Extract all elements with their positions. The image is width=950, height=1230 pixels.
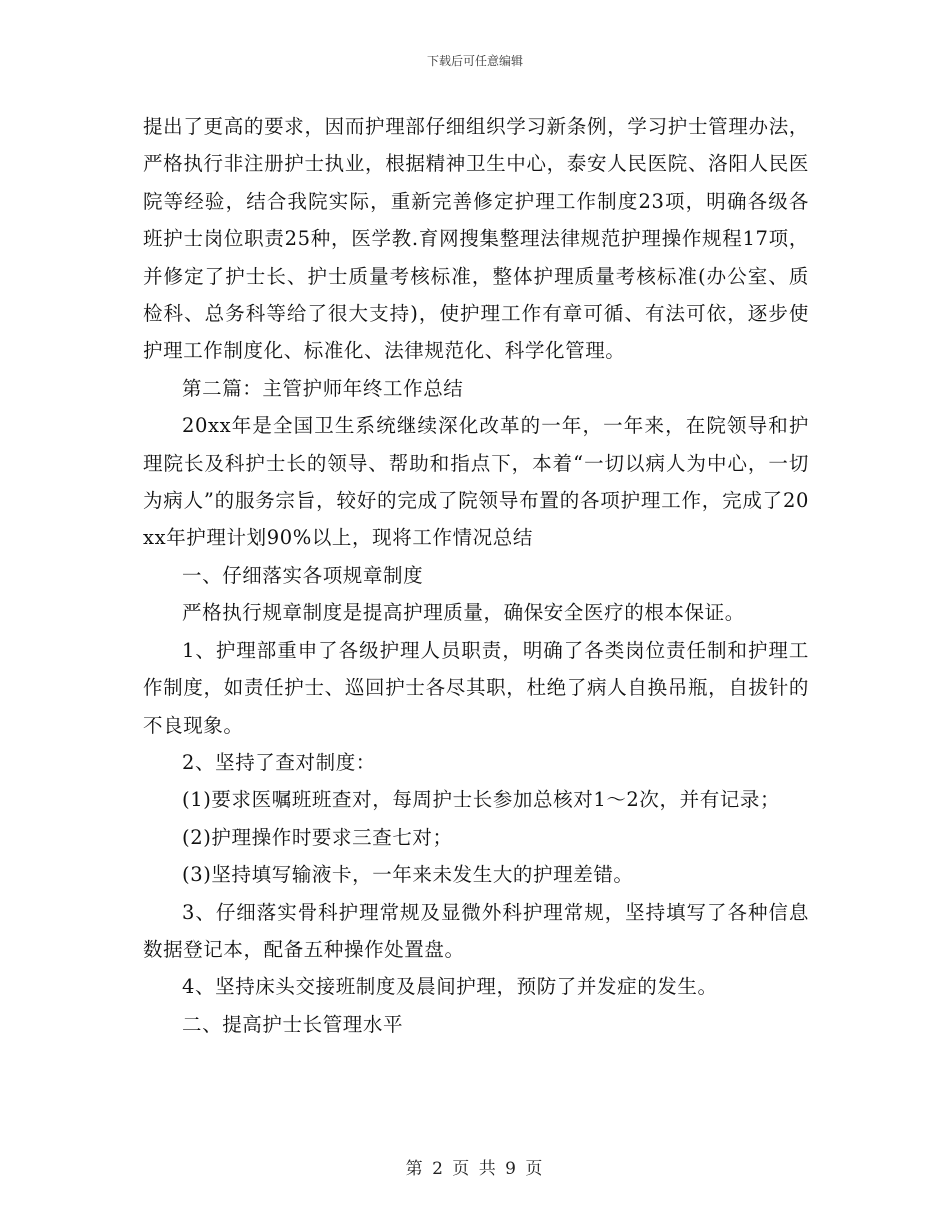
paragraph-intro: 20xx年是全国卫生系统继续深化改革的一年，一年来，在院领导和护理院长及科护士长的领导、帮助和指点下，本着“一切以病人为中心，一切为病人”的服务宗旨，较好的完成了院领导布置的各项护理工作，完成了20xx年护理计划90%以上，现将工作情况总结: [143, 414, 809, 550]
paragraph-subitem-2: (2)护理操作时要求三查七对；: [182, 825, 453, 849]
paragraph-subitem-1: (1)要求医嘱班班查对，每周护士长参加总核对1～2次，并有记录；: [182, 788, 781, 812]
paragraph-item-4: 4、坚持床头交接班制度及晨间护理，预防了并发症的发生。: [182, 975, 718, 999]
document-body: [143, 108, 809, 1043]
heading-section-one: 一、仔细落实各项规章制度: [182, 563, 424, 587]
heading-section-two: 二、提高护士长管理水平: [182, 1012, 404, 1036]
page-header: 下载后可任意编辑: [426, 54, 523, 68]
paragraph-item-3: 3、仔细落实骨科护理常规及显微外科护理常规，坚持填写了各种信息数据登记本，配备五种操作处置盘。: [143, 900, 809, 961]
section-title-second-article: 第二篇：主管护师年终工作总结: [182, 376, 464, 400]
paragraph-item-1: 1、护理部重申了各级护理人员职责，明确了各类岗位责任制和护理工作制度，如责任护士、巡回护士各尽其职，杜绝了病人自换吊瓶，自拔针的不良现象。: [143, 638, 809, 737]
paragraph-regulations-continued: 提出了更高的要求，因而护理部仔细组织学习新条例，学习护士管理办法，严格执行非注册护士执业，根据精神卫生中心，泰安人民医院、洛阳人民医院等经验，结合我院实际，重新完善修定护理工作制度23项，明确各级各班护士岗位职责25种，医学教.育网搜集整理法律规范护理操作规程17项，并修定了护士长、护士质量考核标准，整体护理质量考核标准(办公室、质检科、总务科等给了很大支持)，使护理工作有章可循、有法可依，逐步使护理工作制度化、标准化、法律规范化、科学化管理。: [143, 115, 809, 363]
paragraph-item-2: 2、坚持了查对制度：: [182, 750, 376, 774]
page-footer: 第 2 页 共 9 页: [405, 1159, 545, 1179]
paragraph-rules-importance: 严格执行规章制度是提高护理质量，确保安全医疗的根本保证。: [182, 601, 745, 625]
paragraph-subitem-3: (3)坚持填写输液卡，一年来未发生大的护理差错。: [182, 863, 634, 887]
